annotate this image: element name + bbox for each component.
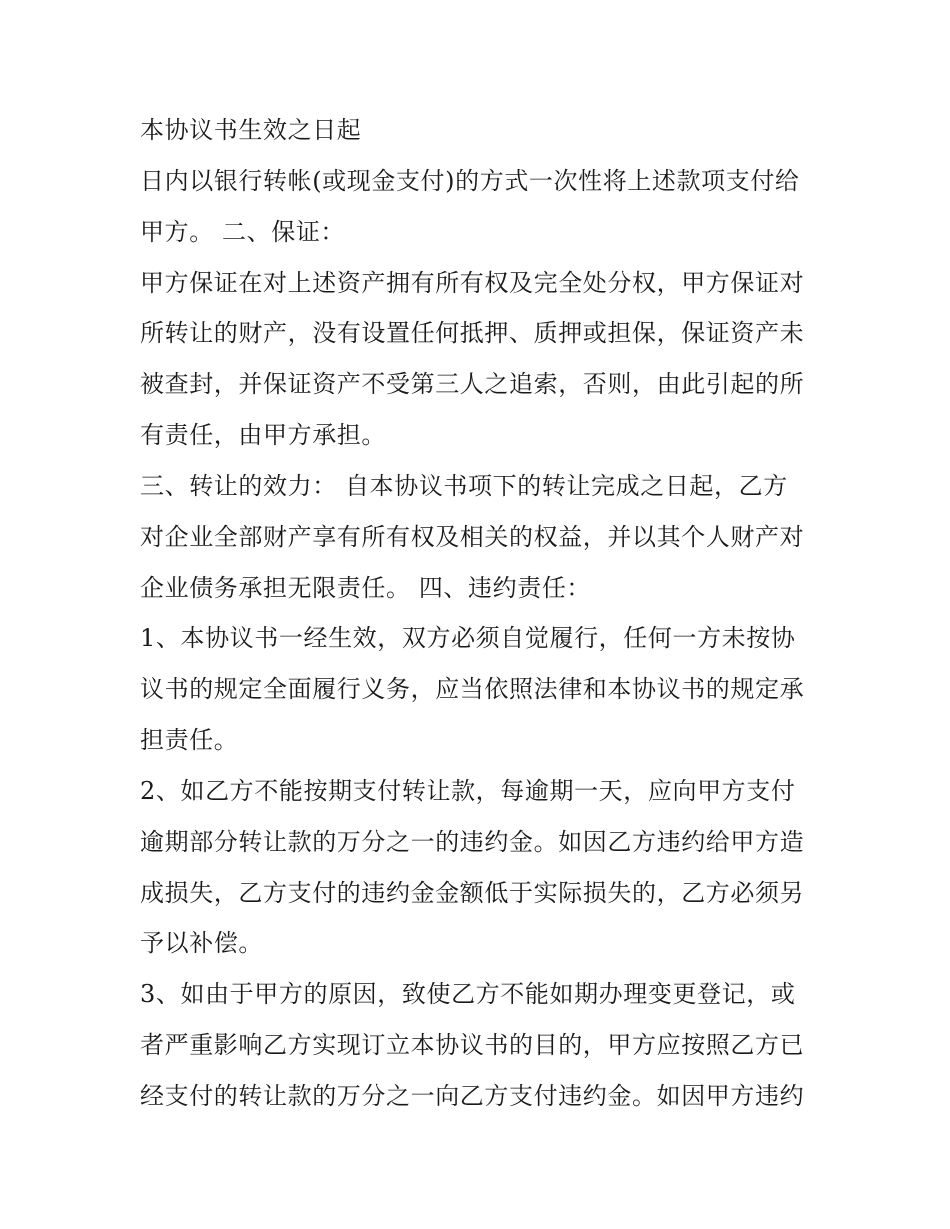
text-line: 日内以银行转帐(或现金支付)的方式一次性将上述款项支付给 <box>140 167 800 195</box>
text-line: 企业债务承担无限责任。 四、违约责任： <box>140 574 592 602</box>
text-line: 对企业全部财产享有所有权及相关的权益，并以其个人财产对 <box>140 523 805 551</box>
text-line: 予以补偿。 <box>140 929 263 957</box>
text-line: 成损失，乙方支付的违约金金额低于实际损失的，乙方必须另 <box>140 879 805 907</box>
text-line: 2、如乙方不能按期支付转让款，每逾期一天，应向甲方支付 <box>140 777 796 805</box>
text-line: 者严重影响乙方实现订立本协议书的目的，甲方应按照乙方已 <box>140 1031 805 1059</box>
text-line: 3、如由于甲方的原因，致使乙方不能如期办理变更登记，或 <box>140 980 796 1008</box>
text-line: 三、转让的效力： 自本协议书项下的转让完成之日起，乙方 <box>140 472 788 500</box>
text-line: 甲方保证在对上述资产拥有所有权及完全处分权，甲方保证对 <box>140 269 805 297</box>
text-line: 议书的规定全面履行义务，应当依照法律和本协议书的规定承 <box>140 675 805 703</box>
text-line: 逾期部分转让款的万分之一的违约金。如因乙方违约给甲方造 <box>140 828 805 856</box>
text-line: 被查封，并保证资产不受第三人之追索，否则，由此引起的所 <box>140 370 805 398</box>
text-line: 1、本协议书一经生效，双方必须自觉履行，任何一方未按协 <box>140 624 796 652</box>
text-line: 经支付的转让款的万分之一向乙方支付违约金。如因甲方违约 <box>140 1082 805 1110</box>
text-line: 甲方。 二、保证： <box>140 218 346 246</box>
text-line: 所转让的财产，没有设置任何抵押、质押或担保，保证资产未 <box>140 319 805 347</box>
text-line: 有责任，由甲方承担。 <box>140 421 386 449</box>
text-line: 担责任。 <box>140 726 239 754</box>
text-line: 本协议书生效之日起 <box>140 116 362 144</box>
